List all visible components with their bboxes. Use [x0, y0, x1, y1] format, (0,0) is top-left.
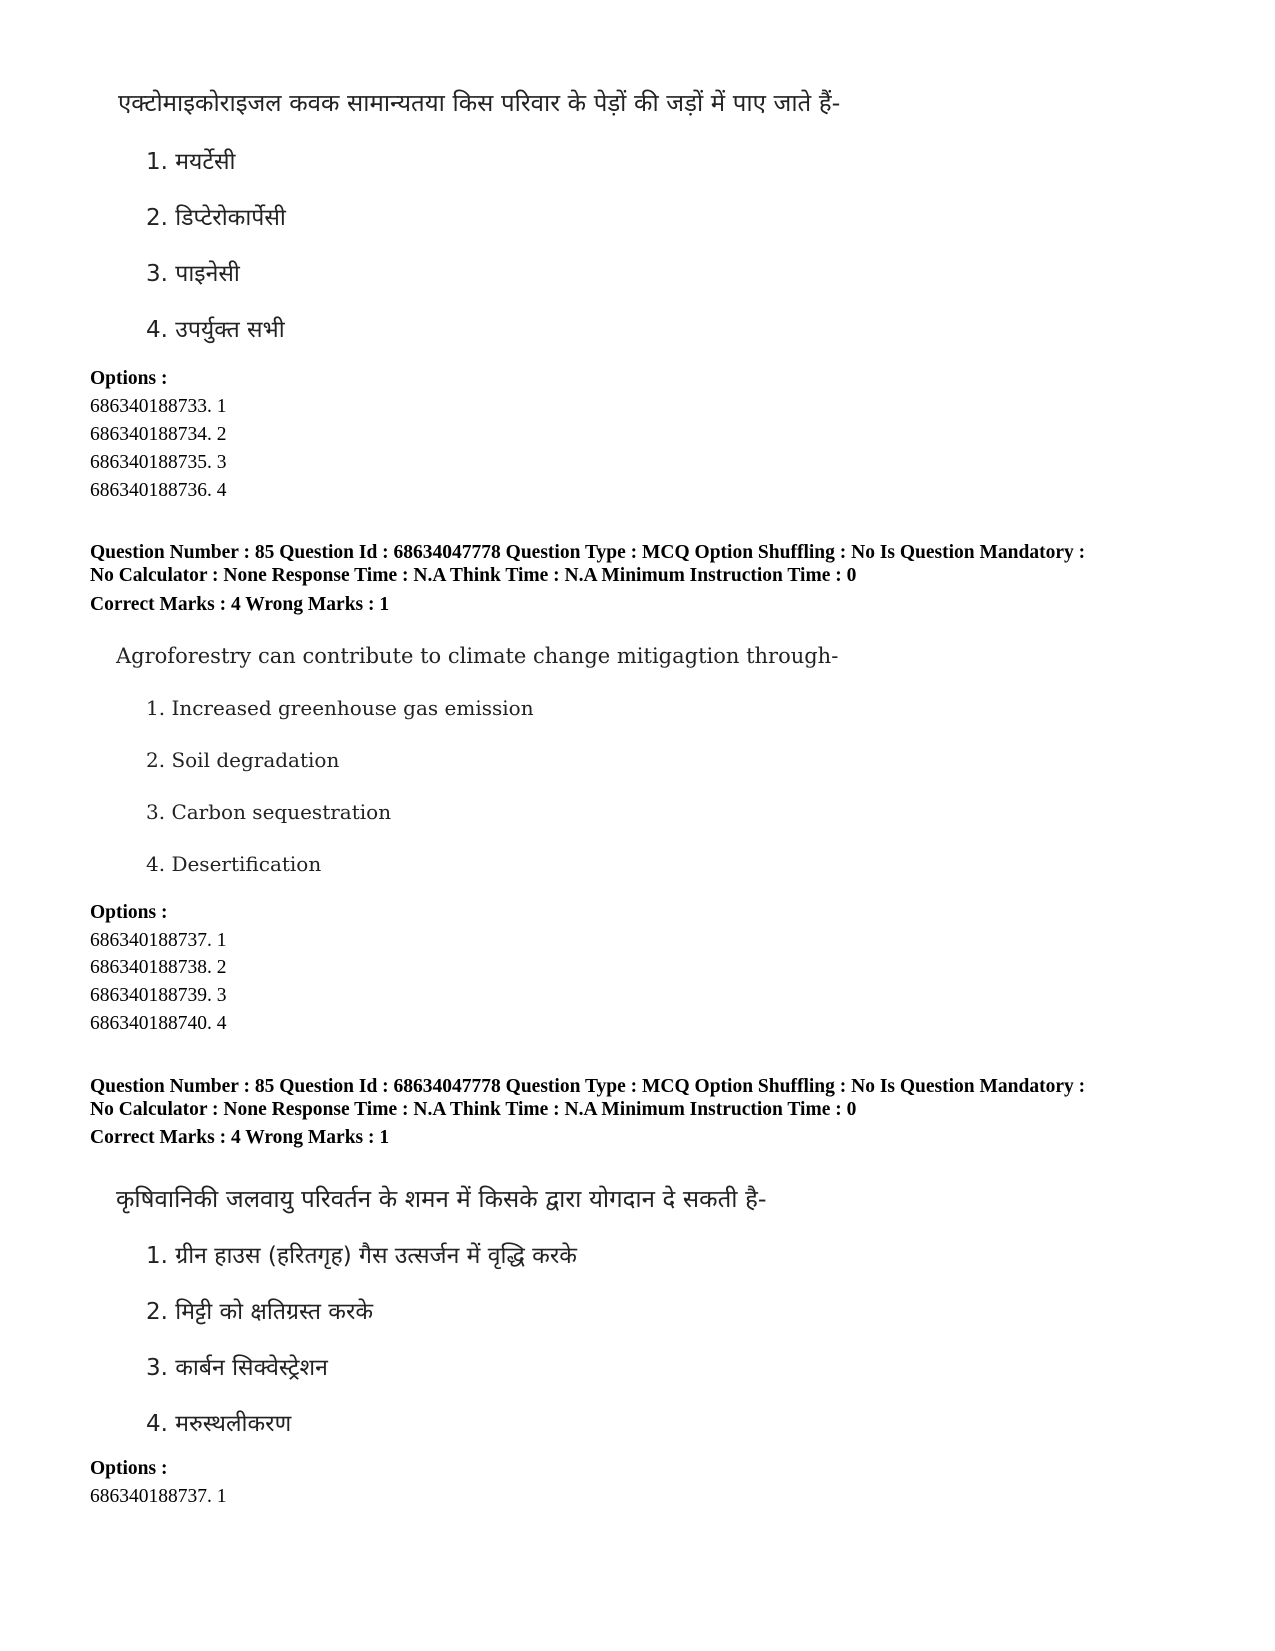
- choice-4: 4. उपर्युक्त सभी: [146, 317, 285, 343]
- question-text: Agroforestry can contribute to climate change mitigagtion through-: [116, 644, 839, 668]
- choice-2: 2. Soil degradation: [146, 748, 340, 772]
- question-text: कृषिवानिकी जलवायु परिवर्तन के शमन में किसके द्वारा योगदान दे सकती है-: [116, 1185, 767, 1213]
- choice-1: 1. ग्रीन हाउस (हरितगृह) गैस उत्सर्जन में वृद्धि करके: [146, 1243, 577, 1269]
- options-label: Options :: [90, 1458, 168, 1479]
- option-id: 686340188740. 4: [90, 1013, 227, 1034]
- choice-1: 1. Increased greenhouse gas emission: [146, 696, 534, 720]
- choice-3: 3. Carbon sequestration: [146, 800, 392, 824]
- choice-4: 4. मरुस्थलीकरण: [146, 1411, 292, 1437]
- option-id: 686340188735. 3: [90, 452, 227, 473]
- option-id: 686340188737. 1: [90, 1486, 227, 1507]
- options-label: Options :: [90, 368, 168, 389]
- option-id: 686340188733. 1: [90, 396, 227, 417]
- options-label: Options :: [90, 902, 168, 923]
- option-id: 686340188738. 2: [90, 957, 227, 978]
- marks-line: Correct Marks : 4 Wrong Marks : 1: [90, 1127, 390, 1148]
- choice-2: 2. डिप्टेरोकार्पेसी: [146, 205, 286, 231]
- option-id: 686340188736. 4: [90, 480, 227, 501]
- choice-3: 3. पाइनेसी: [146, 261, 240, 287]
- question-text: एक्टोमाइकोराइजल कवक सामान्यतया किस परिवार के पेड़ों की जड़ों में पाए जाते हैं-: [118, 89, 841, 117]
- option-id: 686340188737. 1: [90, 930, 227, 951]
- choice-4: 4. Desertification: [146, 852, 322, 876]
- option-id: 686340188739. 3: [90, 985, 227, 1006]
- option-id: 686340188734. 2: [90, 424, 227, 445]
- question-meta-line-2: No Calculator : None Response Time : N.A Think Time : N.A Minimum Instruction Time : 0: [90, 1099, 857, 1120]
- choice-2: 2. मिट्टी को क्षतिग्रस्त करके: [146, 1299, 374, 1325]
- choice-1: 1. मयर्टेसी: [146, 149, 236, 175]
- question-meta-line-2: No Calculator : None Response Time : N.A Think Time : N.A Minimum Instruction Time : 0: [90, 565, 857, 586]
- marks-line: Correct Marks : 4 Wrong Marks : 1: [90, 594, 390, 615]
- question-meta-line-1: Question Number : 85 Question Id : 68634047778 Question Type : MCQ Option Shuffling : No Is Question Mandatory :: [90, 542, 1086, 563]
- question-meta-line-1: Question Number : 85 Question Id : 68634047778 Question Type : MCQ Option Shuffling : No Is Question Mandatory :: [90, 1076, 1086, 1097]
- choice-3: 3. कार्बन सिक्वेस्ट्रेशन: [146, 1355, 328, 1381]
